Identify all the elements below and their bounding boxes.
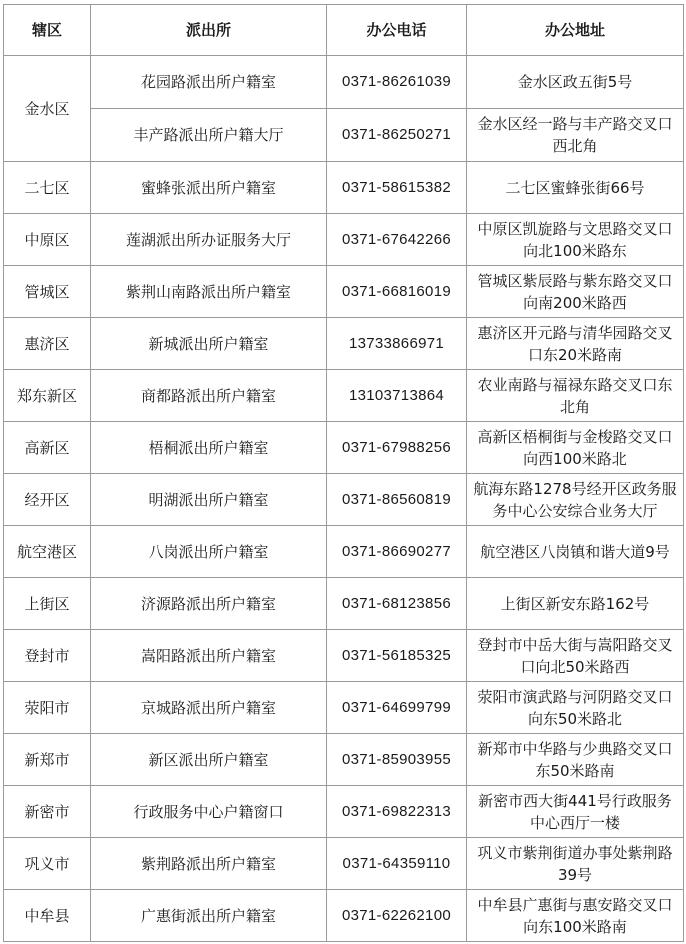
cell-district: 巩义市 bbox=[4, 838, 91, 890]
cell-station: 济源路派出所户籍室 bbox=[91, 578, 327, 630]
cell-phone: 0371-66816019 bbox=[327, 266, 467, 318]
table-row bbox=[4, 578, 684, 630]
cell-district: 登封市 bbox=[4, 630, 91, 682]
cell-phone: 0371-86261039 bbox=[327, 56, 467, 109]
header-station: 派出所 bbox=[91, 5, 327, 56]
cell-district: 上街区 bbox=[4, 578, 91, 630]
cell-phone: 0371-64359110 bbox=[327, 838, 467, 890]
cell-station: 莲湖派出所办证服务大厅 bbox=[91, 214, 327, 266]
cell-district: 航空港区 bbox=[4, 526, 91, 578]
cell-phone: 13733866971 bbox=[327, 318, 467, 370]
header-address: 办公地址 bbox=[467, 5, 684, 56]
cell-phone: 0371-86560819 bbox=[327, 474, 467, 526]
cell-phone: 0371-85903955 bbox=[327, 734, 467, 786]
cell-district: 高新区 bbox=[4, 422, 91, 474]
cell-station: 花园路派出所户籍室 bbox=[91, 56, 327, 109]
cell-address: 上街区新安东路162号 bbox=[467, 578, 684, 630]
cell-address: 农业南路与福禄东路交叉口东北角 bbox=[467, 370, 684, 422]
table-row bbox=[4, 786, 684, 838]
cell-district: 荥阳市 bbox=[4, 682, 91, 734]
cell-phone: 0371-62262100 bbox=[327, 890, 467, 942]
cell-phone: 0371-56185325 bbox=[327, 630, 467, 682]
cell-station: 紫荆路派出所户籍室 bbox=[91, 838, 327, 890]
cell-district: 新郑市 bbox=[4, 734, 91, 786]
table-row bbox=[4, 526, 684, 578]
cell-district: 二七区 bbox=[4, 162, 91, 214]
cell-address: 高新区梧桐街与金梭路交叉口向西100米路北 bbox=[467, 422, 684, 474]
cell-district: 经开区 bbox=[4, 474, 91, 526]
table-row bbox=[4, 162, 684, 214]
cell-station: 嵩阳路派出所户籍室 bbox=[91, 630, 327, 682]
cell-phone: 0371-64699799 bbox=[327, 682, 467, 734]
cell-address: 新郑市中华路与少典路交叉口东50米路南 bbox=[467, 734, 684, 786]
table-row bbox=[4, 630, 684, 682]
cell-station: 梧桐派出所户籍室 bbox=[91, 422, 327, 474]
cell-station: 丰产路派出所户籍大厅 bbox=[91, 109, 327, 162]
cell-district: 管城区 bbox=[4, 266, 91, 318]
cell-phone: 0371-67642266 bbox=[327, 214, 467, 266]
cell-address: 金水区政五街5号 bbox=[467, 56, 684, 109]
table-row bbox=[4, 890, 684, 942]
cell-station: 新城派出所户籍室 bbox=[91, 318, 327, 370]
cell-district: 金水区 bbox=[4, 56, 91, 162]
cell-station: 蜜蜂张派出所户籍室 bbox=[91, 162, 327, 214]
cell-station: 商都路派出所户籍室 bbox=[91, 370, 327, 422]
cell-district: 新密市 bbox=[4, 786, 91, 838]
cell-phone: 13103713864 bbox=[327, 370, 467, 422]
cell-station: 紫荆山南路派出所户籍室 bbox=[91, 266, 327, 318]
cell-phone: 0371-68123856 bbox=[327, 578, 467, 630]
cell-district: 惠济区 bbox=[4, 318, 91, 370]
cell-phone: 0371-58615382 bbox=[327, 162, 467, 214]
table-row bbox=[4, 214, 684, 266]
cell-address: 金水区经一路与丰产路交叉口西北角 bbox=[467, 109, 684, 162]
table-row bbox=[4, 734, 684, 786]
cell-district: 中牟县 bbox=[4, 890, 91, 942]
cell-phone: 0371-86690277 bbox=[327, 526, 467, 578]
table-row bbox=[4, 56, 684, 109]
table-row bbox=[4, 109, 684, 162]
cell-district: 中原区 bbox=[4, 214, 91, 266]
cell-address: 航海东路1278号经开区政务服务中心公安综合业务大厅 bbox=[467, 474, 684, 526]
cell-address: 新密市西大街441号行政服务中心西厅一楼 bbox=[467, 786, 684, 838]
cell-address: 登封市中岳大街与嵩阳路交叉口向北50米路西 bbox=[467, 630, 684, 682]
table-container bbox=[3, 4, 684, 942]
header-phone: 办公电话 bbox=[327, 5, 467, 56]
cell-address: 中牟县广惠街与惠安路交叉口向东100米路南 bbox=[467, 890, 684, 942]
cell-district: 郑东新区 bbox=[4, 370, 91, 422]
household-registration-table bbox=[3, 4, 684, 942]
cell-station: 新区派出所户籍室 bbox=[91, 734, 327, 786]
table-row bbox=[4, 422, 684, 474]
cell-address: 中原区凯旋路与文思路交叉口向北100米路东 bbox=[467, 214, 684, 266]
table-row bbox=[4, 474, 684, 526]
table-row bbox=[4, 266, 684, 318]
cell-address: 管城区紫辰路与紫东路交叉口向南200米路西 bbox=[467, 266, 684, 318]
cell-phone: 0371-69822313 bbox=[327, 786, 467, 838]
cell-station: 明湖派出所户籍室 bbox=[91, 474, 327, 526]
cell-station: 八岗派出所户籍室 bbox=[91, 526, 327, 578]
cell-address: 航空港区八岗镇和谐大道9号 bbox=[467, 526, 684, 578]
cell-address: 二七区蜜蜂张街66号 bbox=[467, 162, 684, 214]
cell-address: 巩义市紫荆街道办事处紫荆路39号 bbox=[467, 838, 684, 890]
header-row bbox=[4, 5, 684, 56]
cell-station: 行政服务中心户籍窗口 bbox=[91, 786, 327, 838]
cell-address: 惠济区开元路与清华园路交叉口东20米路南 bbox=[467, 318, 684, 370]
cell-station: 广惠街派出所户籍室 bbox=[91, 890, 327, 942]
cell-phone: 0371-86250271 bbox=[327, 109, 467, 162]
header-district: 辖区 bbox=[4, 5, 91, 56]
cell-phone: 0371-67988256 bbox=[327, 422, 467, 474]
table-row bbox=[4, 682, 684, 734]
cell-station: 京城路派出所户籍室 bbox=[91, 682, 327, 734]
table-row bbox=[4, 318, 684, 370]
table-row bbox=[4, 370, 684, 422]
cell-address: 荥阳市演武路与河阴路交叉口向东50米路北 bbox=[467, 682, 684, 734]
table-row bbox=[4, 838, 684, 890]
